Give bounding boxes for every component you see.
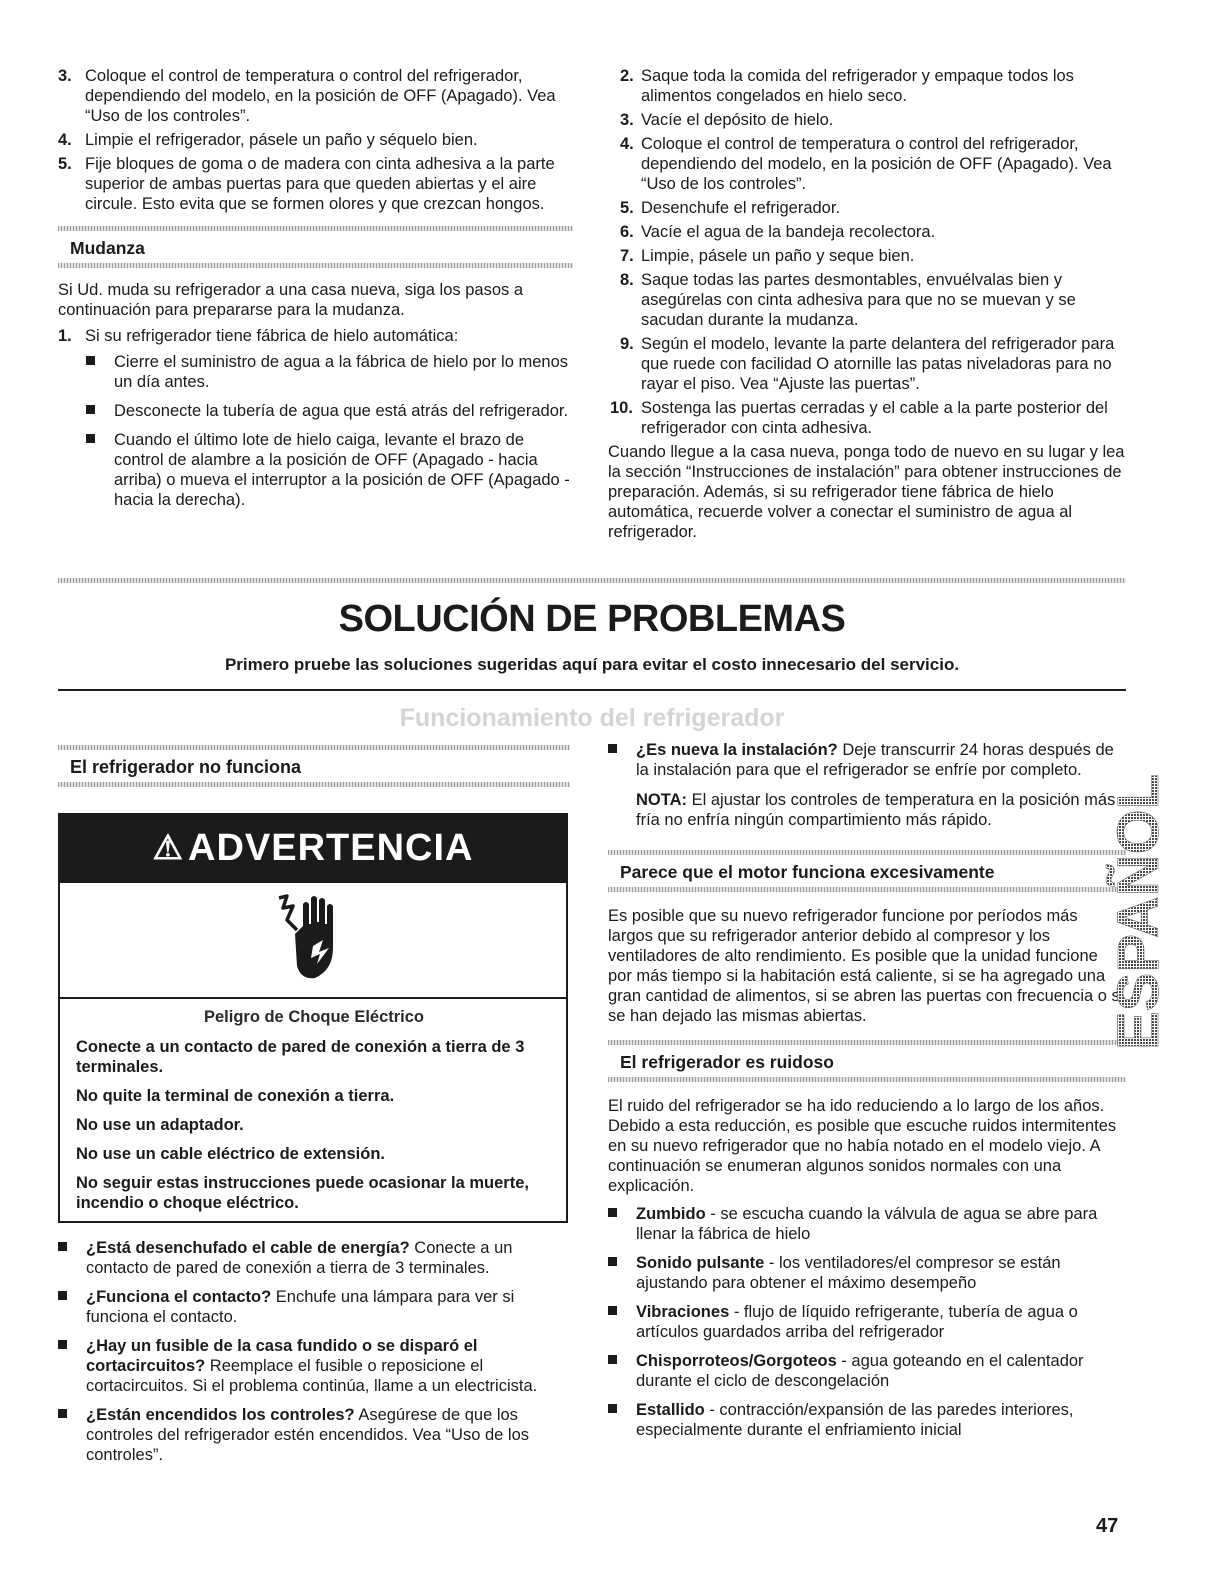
bullet-icon (608, 1355, 617, 1364)
bullet-icon (58, 1409, 67, 1418)
moving-outro: Cuando llegue a la casa nueva, ponga todo de nuevo en su lugar y lea la sección “Instrucciones de instalación” para obtener instrucciones de preparación. Además, si su refrigerador tiene fábrica de hielo automática, recuerde volver a conectar el suministro de agua al refrigerador. (608, 443, 1125, 541)
warning-line: No seguir estas instrucciones puede ocasionar la muerte, incendio o choque eléctrico. (76, 1174, 529, 1212)
page-title: SOLUCIÓN DE PROBLEMAS (338, 598, 846, 640)
list-item: Vibraciones - flujo de líquido refrigerante, tubería de agua o artículos guardados arriba del refrigerador (608, 1302, 1126, 1342)
warning-line: No use un adaptador. (76, 1116, 244, 1134)
section-heading-motor: Parece que el motor funciona excesivamente (620, 862, 995, 882)
warning-body (60, 999, 566, 1213)
list-item: 3. Vacíe el depósito de hielo. (620, 111, 834, 129)
list-item: 9. Según el modelo, levante la parte delantera del refrigerador para que ruede con facilidad O atornille las patas niveladoras para no rayar el piso. Vea “Ajuste las puertas”. (620, 335, 1115, 393)
list-item: 4. Limpie el refrigerador, pásele un paño y séquelo bien. (58, 131, 478, 149)
list-item: 4. Coloque el control de temperatura o control del refrigerador, dependiendo del modelo, en la posición de OFF (Apagado). Vea “Uso de los controles”. (620, 135, 1112, 193)
note: NOTA: El ajustar los controles de temperatura en la posición más fría no enfría ningún compartimiento más rápido. (636, 791, 1116, 829)
warning-icon-area (60, 883, 566, 999)
bullet-icon (86, 434, 95, 443)
section-heading-mudanza: Mudanza (70, 238, 145, 258)
motor-text: Es posible que su nuevo refrigerador funcione por períodos más largos que su refrigerador anterior debido al compresor y los ventiladores de alto rendimiento. Es posible que la unidad funcione por más tiempo si la habitación está caliente, si se ha agregado una gran cantidad de alimentos, si se abren las puertas con frecuencia o si se han dejado las mismas abiertas. (608, 907, 1124, 1025)
list-item: 5. Desenchufe el refrigerador. (620, 199, 841, 217)
mudanza-step-1: 1. Si su refrigerador tiene fábrica de hielo automática: (58, 327, 459, 345)
tagline: Primero pruebe las soluciones sugeridas aquí para evitar el costo innecesario del servicio. (224, 655, 960, 674)
list-item: 7. Limpie, pásele un paño y seque bien. (620, 247, 915, 265)
electric-shock-hand-icon (273, 890, 353, 990)
bullet-icon (608, 1257, 617, 1266)
list-item: ¿Funciona el contacto? Enchufe una lámpara para ver si funciona el contacto. (58, 1287, 570, 1327)
warning-triangle-icon: ⚠ (152, 829, 184, 867)
list-item: 10. Sostenga las puertas cerradas y el cable a la parte posterior del refrigerador con cinta adhesiva. (610, 399, 1108, 437)
list-item: 2. Saque toda la comida del refrigerador y empaque todos los alimentos congelados en hielo seco. (620, 67, 1074, 105)
list-item: 6. Vacíe el agua de la bandeja recolectora. (620, 223, 936, 241)
bullet-icon (608, 1306, 617, 1315)
list-item: Desconecte la tubería de agua que está atrás del refrigerador. (86, 401, 573, 421)
ice-maker-bullets (58, 352, 573, 510)
troubleshooting-header (58, 578, 1126, 675)
warning-line: No quite la terminal de conexión a tierra. (76, 1087, 395, 1105)
right-column-lower (608, 740, 1126, 1449)
divider (58, 263, 573, 268)
not-working-header (58, 745, 570, 787)
list-item: Estallido - contracción/expansión de las paredes interiores, especialmente durante el enfriamiento inicial (608, 1400, 1126, 1440)
list-item: Chisporroteos/Gorgoteos - agua goteando en el calentador durante el ciclo de descongelación (608, 1351, 1126, 1391)
warning-hazard: Peligro de Choque Eléctrico (203, 1008, 425, 1026)
warning-line: Conecte a un contacto de pared de conexión a tierra de 3 terminales. (76, 1038, 525, 1076)
noisy-text: El ruido del refrigerador se ha ido reduciendo a lo largo de los años. Debido a esta reducción, es posible que escuche ruidos intermitentes en su nuevo refrigerador que no había notado en el modelo viejo. A continuación se enumeran algunos sonidos normales con una explicación. (608, 1097, 1117, 1195)
left-column-top (58, 66, 573, 519)
warning-box (58, 813, 568, 1223)
bullet-icon (608, 1208, 617, 1217)
list-item: Zumbido - se escucha cuando la válvula de agua se abre para llenar la fábrica de hielo (608, 1204, 1126, 1244)
noise-bullets (608, 1204, 1126, 1440)
list-item: 5. Fije bloques de goma o de madera con cinta adhesiva a la parte superior de ambas puertas para que queden abiertas y el aire circule. Esto evita que se formen olores y que crezcan hongos. (58, 155, 555, 213)
section-heading-noisy: El refrigerador es ruidoso (620, 1052, 834, 1072)
warning-header (60, 815, 566, 883)
new-install-bullet (608, 740, 1126, 830)
list-item: Cuando el último lote de hielo caiga, levante el brazo de control de alambre a la posición de OFF (Apagado - hacia arriba) o mueva el interruptor a la posición de OFF (Apagado - hacia la derecha). (86, 430, 573, 510)
section-label: Funcionamiento del refrigerador (399, 704, 785, 732)
divider (58, 782, 570, 787)
bullet-icon (58, 1291, 67, 1300)
warning-line: No use un cable eléctrico de extensión. (76, 1145, 386, 1163)
not-working-bullets (58, 1238, 570, 1465)
moving-steps-list (608, 66, 1128, 438)
bullet-icon (86, 356, 95, 365)
bullet-icon (86, 405, 95, 414)
list-item: 3. Coloque el control de temperatura o control del refrigerador, dependiendo del modelo, en la posición de OFF (Apagado). Vea “Uso de los controles”. (58, 67, 556, 125)
mudanza-intro: Si Ud. muda su refrigerador a una casa nueva, siga los pasos a continuación para prepararse para la mudanza. (58, 281, 524, 319)
divider (608, 1077, 1126, 1082)
not-working-checks (58, 1238, 570, 1474)
list-item: ¿Es nueva la instalación? Deje transcurrir 24 horas después de la instalación para que el refrigerador se enfríe por completo. NOTA: El ajustar los controles de temperatura en la posición más fría no enfría ningún compartimiento más rápido. (608, 740, 1126, 830)
list-item: ¿Hay un fusible de la casa fundido o se disparó el cortacircuitos? Reemplace el fusible o reposicione el cortacircuitos. Si el problema continúa, llame a un electricista. (58, 1336, 570, 1396)
page-number: 47 (1096, 1515, 1119, 1537)
bullet-icon (58, 1340, 67, 1349)
bullet-icon (58, 1242, 67, 1251)
divider (608, 887, 1126, 892)
list-item: ¿Están encendidos los controles? Asegúrese de que los controles del refrigerador estén encendidos. Vea “Uso de los controles”. (58, 1405, 570, 1465)
right-column-top (608, 66, 1128, 542)
bullet-icon (608, 1404, 617, 1413)
language-side-tab (1106, 773, 1206, 1060)
side-tab-text: ESPAÑOL (1106, 773, 1171, 1050)
list-item: 8. Saque todas las partes desmontables, envuélvalas bien y asegúrelas con cinta adhesiva para que no se muevan y se sacudan durante la mudanza. (620, 271, 1076, 329)
bullet-icon (608, 744, 617, 753)
list-item: ¿Está desenchufado el cable de energía? Conecte a un contacto de pared de conexión a tierra de 3 terminales. (58, 1238, 570, 1278)
list-item: Cierre el suministro de agua a la fábrica de hielo por lo menos un día antes. (86, 352, 573, 392)
warning-title: ADVERTENCIA (188, 827, 474, 869)
divider (58, 689, 1126, 691)
moving-list-continued (58, 66, 573, 214)
list-item: Sonido pulsante - los ventiladores/el compresor se están ajustando para obtener el máximo desempeño (608, 1253, 1126, 1293)
section-heading-not-working: El refrigerador no funciona (70, 757, 302, 777)
